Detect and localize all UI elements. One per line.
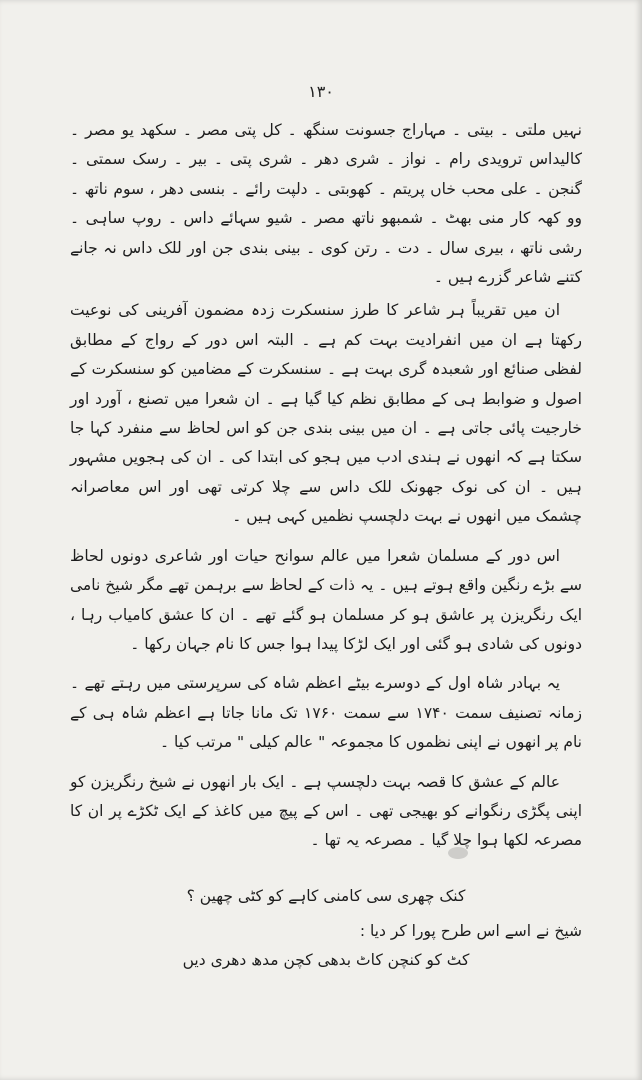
paragraph-alam-bio: اس دور کے مسلمان شعرا میں عالم سوانح حیات اور شاعری دونوں لحاظ سے بڑے رنگین واقع ہوتے ہیں ۔ یہ ذات کے لحاظ سے برہمن تھے مگر شیخ نامی ایک رنگریزن پر عاشق ہو کر مسلمان ہو گئے تھے ۔ ان کا عشق کامیاب رہا ، دونوں کی شادی ہو گئی اور ایک لڑکا پیدا ہوا جس کا نام جہان رکھا ۔ [70,546,582,653]
page-number: ۱۳۰ [308,82,334,101]
paper-stain [448,847,468,859]
verse-line-first: کنک چھری سی کامنی کاہے کو کٹی چھین ؟ [186,886,466,905]
paragraph-patronage: یہ بہادر شاہ اول کے دوسرے بیٹے اعظم شاہ کی سرپرستی میں رہتے تھے ۔ زمانہ تصنیف سمت ۱۷۴۰ سے سمت ۱۷۶۰ تک مانا جاتا ہے اعظم شاہ ہی کے نام پر انھوں نے اپنی نظموں کا مجموعہ " عالم کیلی " مرتب کیا ۔ [70,674,582,752]
paragraph-love-story: عالم کے عشق کا قصہ بہت دلچسپ ہے ۔ ایک بار انھوں نے شیخ رنگریزن کو اپنی پگڑی رنگوانے کو بھیجی تھی ۔ اس کے پیچ میں کاغذ کے ایک ٹکڑے پر ان کا مصرعہ لکھا ہوا چلا گیا ۔ مصرعہ یہ تھا ۔ [70,772,582,850]
verse-line-second: کٹ کو کنچن کاٹ بدھی کچن مدھ دھری دیں [182,951,470,970]
paragraph-style: ان میں تقریباً ہر شاعر کا طرز سنسکرت زدہ مضمون آفرینی کی نوعیت رکھتا ہے ان میں انفرادیت بہت کم ہے ۔ البتہ اس دور کے رواج کے مطابق لفظی صنائع اور شعبدہ گری بہت ہے ۔ سنسکرت کے مضامین کو سنسکرت کے اصول و ضوابط ہی کے مطابق نظم کیا گیا ہے ۔ ان شعرا میں تصنع ، آورد اور خارجیت پائی جاتی ہے ۔ ان میں بینی بندی جن کو اس لحاظ سے منفرد کہا جا سکتا ہے کہ انھوں نے ہندی ادب میں ہجو کی ابتدا کی ۔ ان کی ہجویں مشہور ہیں ۔ ان کی نوک جھونک للک داس سے چلا کرتی تھی اور اس معاصرانہ چشمک میں انھوں نے بہت دلچسپ نظمیں کہی ہیں ۔ [70,301,582,526]
paragraph-poet-list: نہیں ملتی ۔ بیتی ۔ مہاراج جسونت سنگھ ۔ کل پتی مصر ۔ سکھد یو مصر ۔ کالیداس ترویدی رام ۔ نواز ۔ شری دھر ۔ شری پتی ۔ بیر ۔ رسک سمتی ۔ گنجن ۔ علی محب خاں پریتم ۔ کھوبتی ۔ دلپت رائے ۔ بنسی دھر ، سوم ناتھ ۔ وو کھہ کار منی بھٹ ۔ شمبھو ناتھ مصر ۔ شیو سہائے داس ۔ روپ ساہی ۔ رشی ناتھ ، بیری سال ۔ دت ۔ رتن کوی ۔ بینی بندی جن اور للک داس نہ جانے کتنے شاعر گزرے ہیں ۔ [70,121,582,287]
verse-intro: شیخ نے اسے اس طرح پورا کر دیا : [359,921,582,940]
page-body [70,116,582,975]
